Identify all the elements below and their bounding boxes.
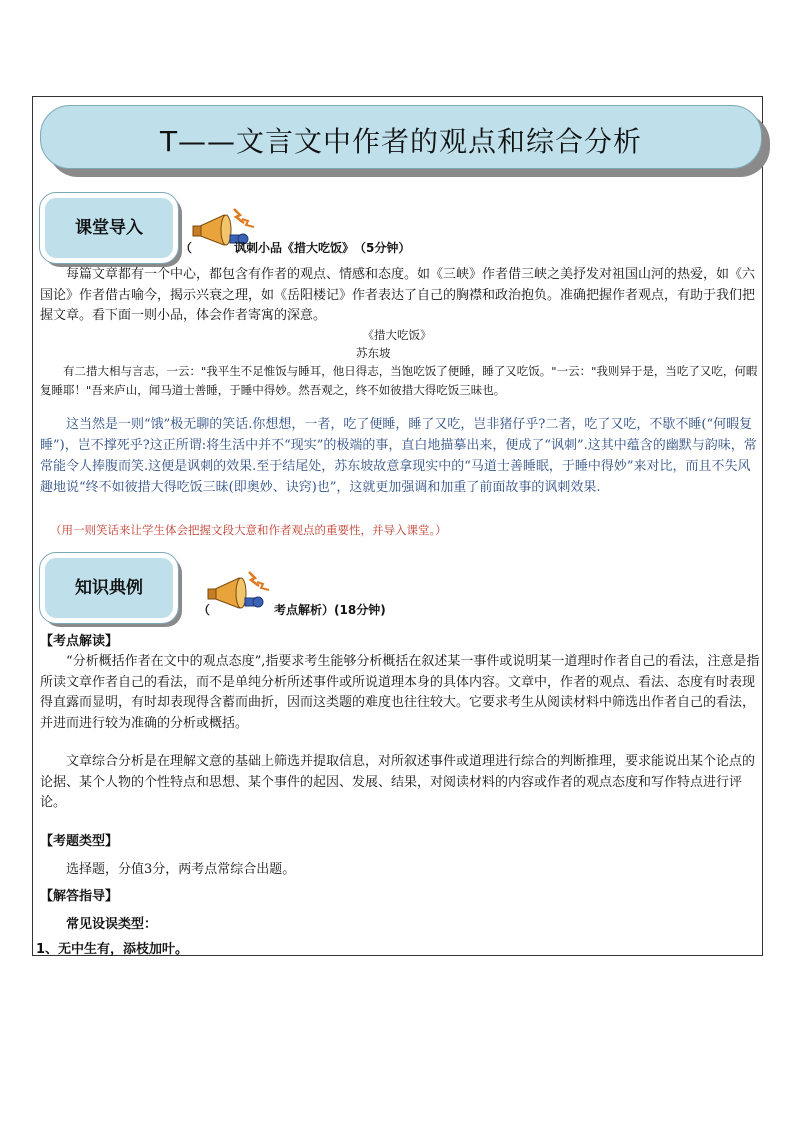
heading-answer-guide: 【解答指导】	[40, 889, 119, 904]
section1-subtitle: （ 讽刺小品《措大吃饭》 （5分钟）	[180, 241, 411, 255]
poem-text: 有二措大相与言志，一云："我平生不足惟饭与睡耳，他日得志，当饱吃饭了便睡，睡了又吃饭。"一云："我则异于是，当吃了又吃，何暇复睡耶！"吾来庐山，闻马道士善睡，于睡中得妙。然吾观之，终不如彼措大得吃饭三昧也。	[40, 364, 758, 397]
section2-subtitle: （ 考点解析）(18分钟)	[198, 603, 386, 617]
title-banner	[40, 105, 762, 169]
question-types-text: 选择题，分值3分，两考点常综合出题。	[66, 862, 296, 877]
key-points-paragraph: “分析概括作者在文中的观点态度”,指要求考生能够分析概括在叙述某一事件或说明某一道理时作者自己的看法，注意是指所读文章作者自己的看法，而不是单纯分析所述事件或所说道理本身的具体内容。文章中，作者的观点、看法、态度有时表现得直露而显明，有时却表现得含蓄而曲折，因而这类题的难度也往往较大。它要求考生从阅读材料中筛选出作者自己的看法，并进而进行较为准确的分析或概括。	[40, 654, 760, 731]
error-types-label: 常见设误类型：	[66, 917, 158, 932]
section-tab-label: 课堂导入	[75, 218, 143, 238]
synthesis-paragraph: 文章综合分析是在理解文意的基础上筛选并提取信息，对所叙述事件或道理进行综合的判断推理，要求能说出某个论点的论据、某个人物的个性特点和思想、某个事件的起因、发展、结果，对阅读材料的内容或作者的观点态度和写作特点进行评论。	[40, 754, 756, 810]
error-type-item: 1、无中生有，添枝加叶。	[36, 942, 189, 957]
poem-author: 苏东坡	[356, 346, 391, 360]
section-tab-label: 知识典例	[75, 578, 143, 598]
heading-key-points: 【考点解读】	[40, 634, 119, 649]
intro-paragraph: 每篇文章都有一个中心，都包含有作者的观点、情感和态度。如《三峡》作者借三峡之美抒发对祖国山河的热爱，如《六国论》作者借古喻今，揭示兴衰之理，如《岳阳楼记》作者表达了自己的胸襟和政治抱负。准确把握作者观点，有助于我们把握文章。看下面一则小品，体会作者寄寓的深意。	[40, 267, 756, 323]
section-tab-examples	[40, 553, 178, 623]
analysis-paragraph: 这当然是一则“饿”极无聊的笑话.你想想，一者，吃了便睡，睡了又吃，岂非猪仔乎?二者，吃了又吃，不歇不睡(“何暇复睡”)，岂不撑死乎?这正所谓:将生活中并不“现实”的极端的事，直白地描摹出来，便成了“讽刺”.这其中蕴含的幽默与韵味，常常能令人捧腹而笑.这便是讽刺的效果.至于结尾处，苏东坡故意拿现实中的“马道士善睡眠，于睡中得妙”来对比，而且不失风趣地说“终不如彼措大得吃饭三昧(即奥妙、诀窍)也”，这就更加强调和加重了前面故事的讽刺效果.	[40, 417, 757, 495]
poem-title: 《措大吃饭》	[362, 328, 432, 342]
page-title: T——文言文中作者的观点和综合分析	[159, 125, 643, 158]
heading-question-types: 【考题类型】	[40, 834, 119, 849]
teaching-note: （用一则笑话来让学生体会把握文段大意和作者观点的重要性，并导入课堂。）	[50, 523, 447, 537]
section-tab-intro	[40, 193, 178, 263]
